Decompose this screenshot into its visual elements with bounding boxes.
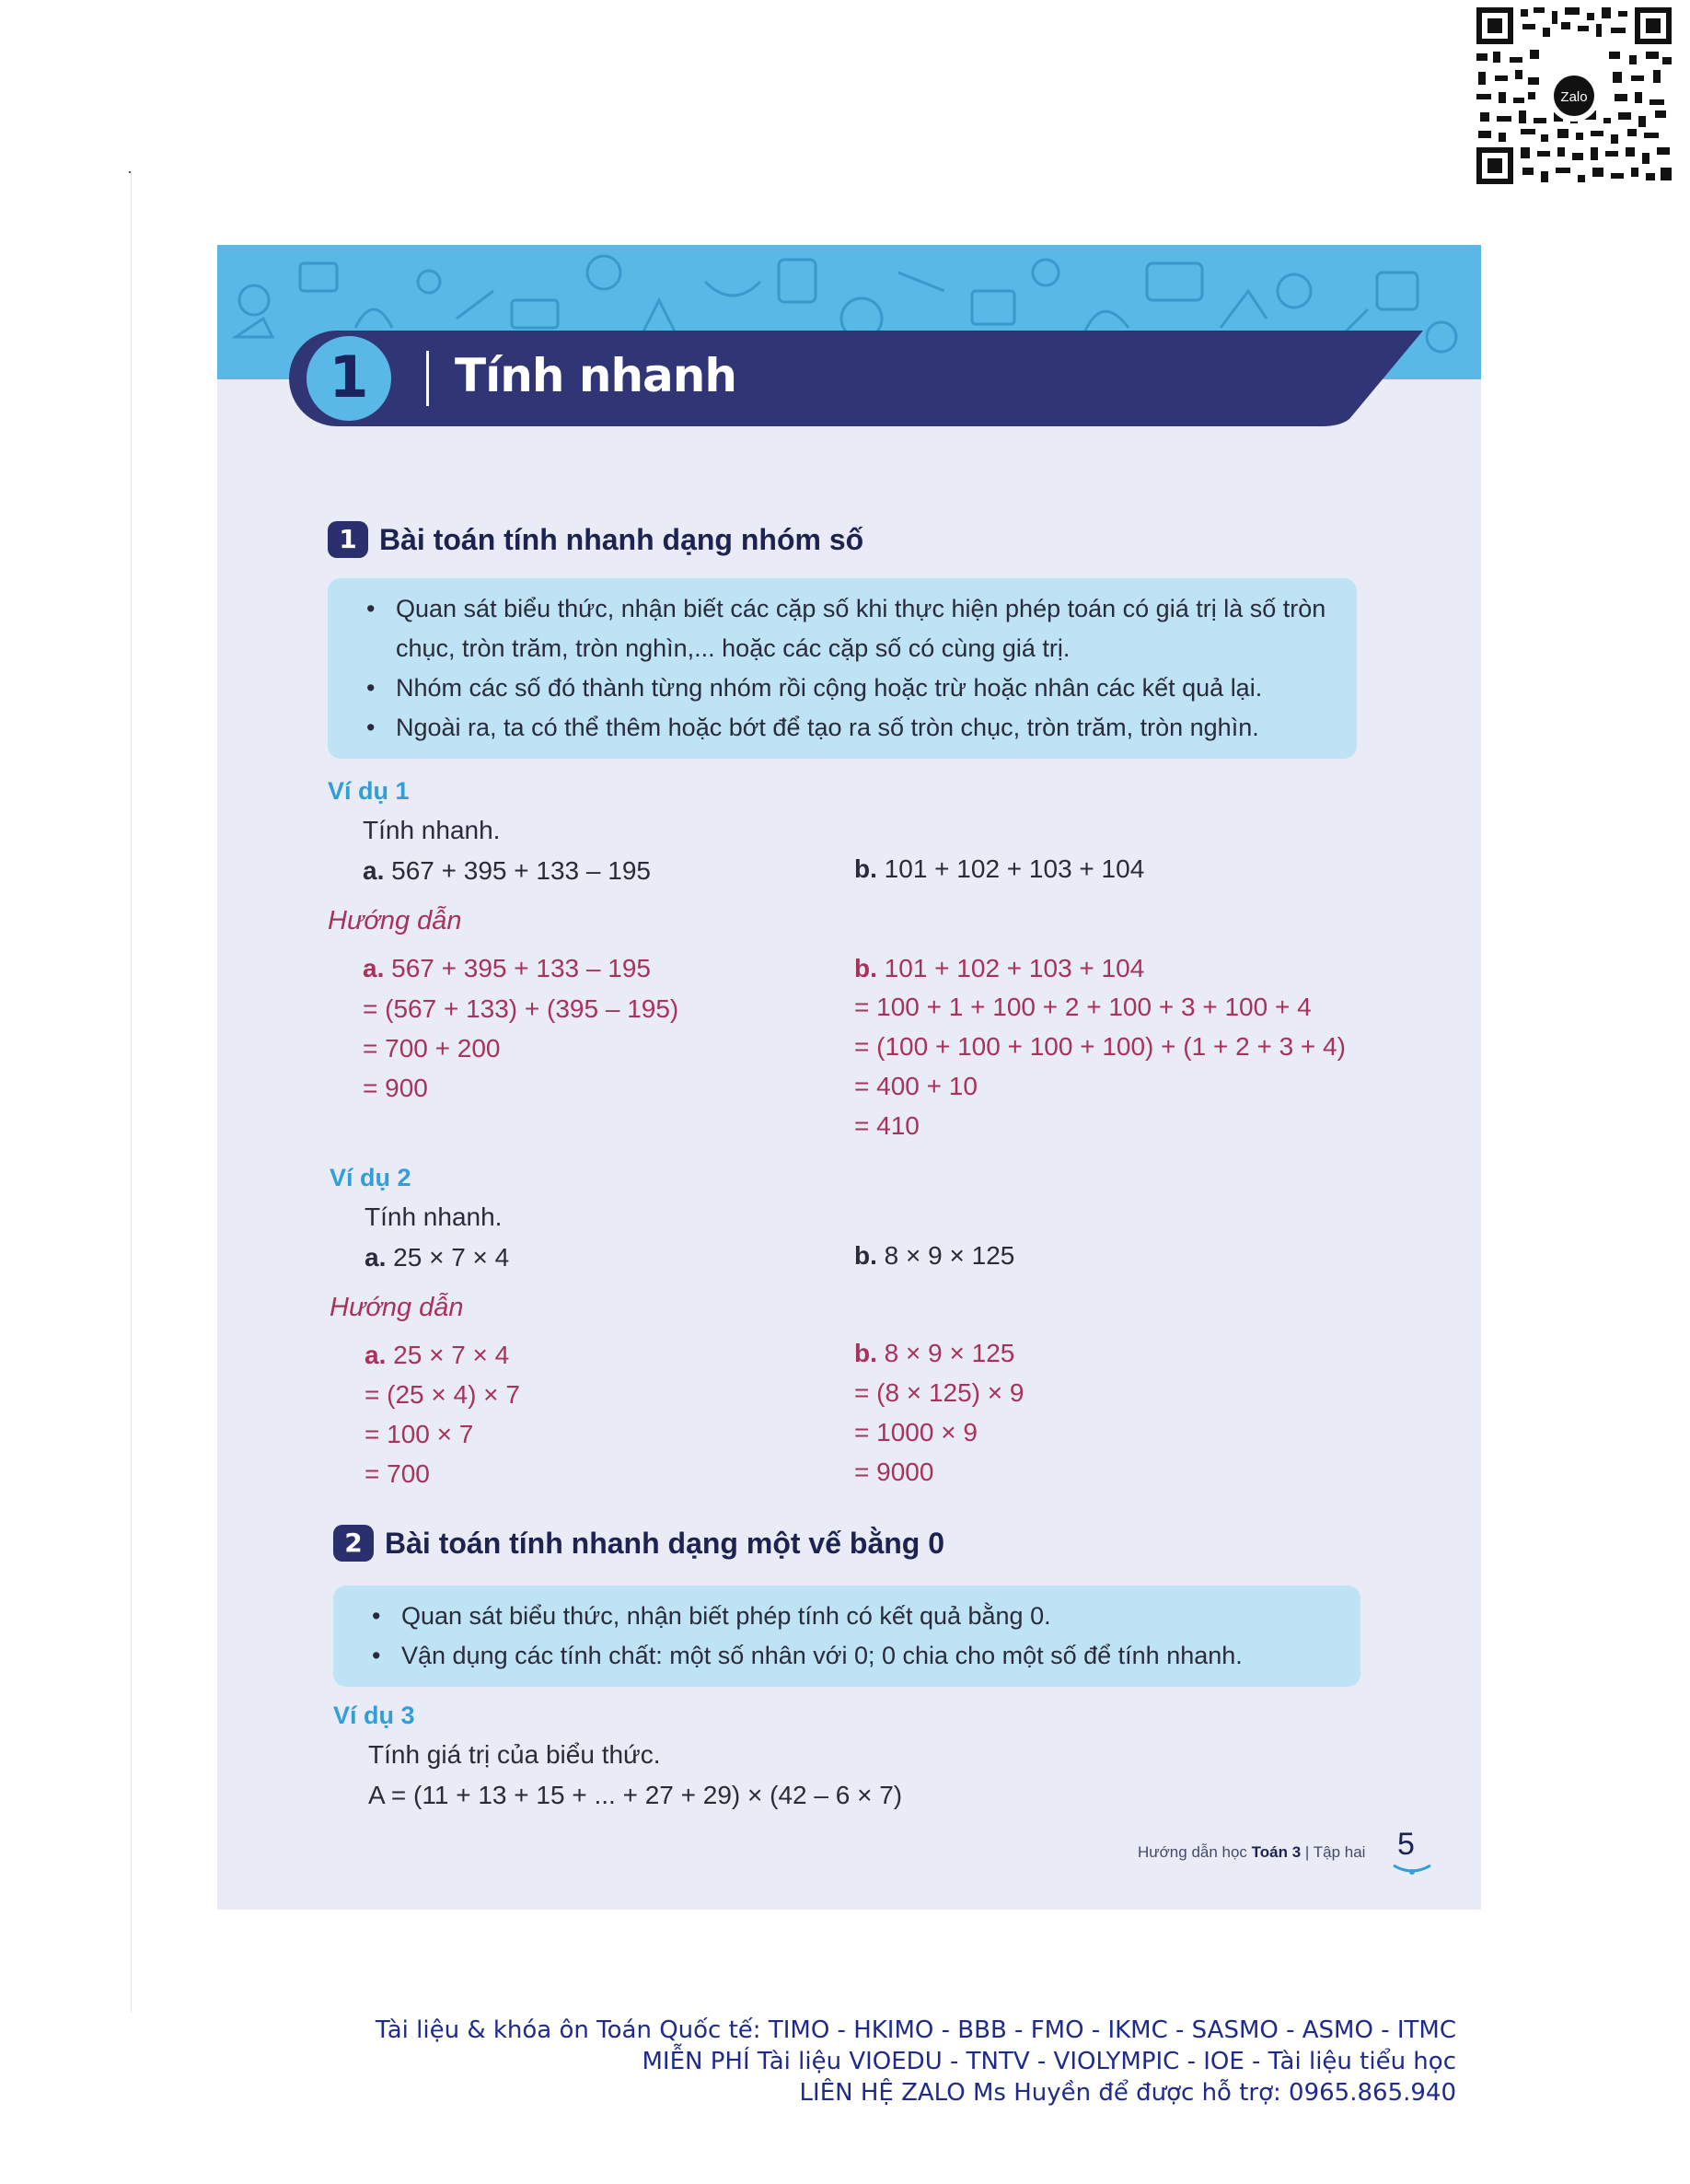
example-1-b-step: = 100 + 1 + 100 + 2 + 100 + 3 + 100 + 4	[854, 993, 1312, 1021]
example-1-b-solution-head: b. 101 + 102 + 103 + 104	[854, 954, 1145, 982]
example-3-prompt: Tính giá trị của biểu thức.	[368, 1740, 661, 1769]
page-footer-note: Hướng dẫn học Toán 3 | Tập hai	[1138, 1843, 1366, 1861]
page-number-swoosh	[1392, 1864, 1432, 1876]
example-1-hint-label: Hướng dẫn	[328, 906, 462, 935]
section-1-badge: 1	[328, 521, 368, 558]
example-2-a-step: = 100 × 7	[365, 1420, 474, 1448]
example-1-b-step: = (100 + 100 + 100 + 100) + (1 + 2 + 3 + 4)	[854, 1032, 1346, 1061]
example-1-b-step: = 400 + 10	[854, 1072, 978, 1100]
example-2-b-expression: b. 8 × 9 × 125	[854, 1241, 1015, 1270]
example-2-b-step: = 1000 × 9	[854, 1418, 978, 1446]
example-2-a-solution-head: a. 25 × 7 × 4	[365, 1341, 510, 1369]
example-1-a-step: = 900	[363, 1074, 428, 1102]
example-3-expression: A = (11 + 13 + 15 + ... + 27 + 29) × (42 – 6 × 7)	[368, 1781, 903, 1809]
section-2-heading	[333, 1525, 944, 1562]
section-1-bullet: • Nhóm các số đó thành từng nhóm rồi cộng hoặc trừ hoặc nhân các kết quả lại.	[361, 668, 1329, 708]
section-1-info-box	[328, 578, 1357, 759]
section-2-badge: 2	[333, 1525, 374, 1562]
example-2-hint-label: Hướng dẫn	[330, 1293, 464, 1322]
example-1-b-step: = 410	[854, 1111, 920, 1140]
section-1-bullet: • Quan sát biểu thức, nhận biết các cặp số khi thực hiện phép toán có giá trị là số tròn chục, tròn trăm, tròn nghìn,... hoặc các cặp số có cùng giá trị.	[361, 589, 1329, 668]
section-2-bullet: • Quan sát biểu thức, nhận biết phép tính có kết quả bằng 0.	[366, 1597, 1333, 1636]
example-1-a-step: = (567 + 133) + (395 – 195)	[363, 994, 679, 1023]
chapter-title: Tính nhanh	[455, 349, 736, 402]
section-1-title: Bài toán tính nhanh dạng nhóm số	[379, 522, 864, 556]
section-1-heading	[328, 521, 863, 558]
part-a-tag: a.	[363, 856, 385, 885]
example-1-a-step: = 700 + 200	[363, 1034, 501, 1063]
section-1-bullet: • Ngoài ra, ta có thể thêm hoặc bớt để tạo ra số tròn chục, tròn trăm, tròn nghìn.	[361, 708, 1329, 748]
example-2-b-solution-head: b. 8 × 9 × 125	[854, 1339, 1015, 1367]
qr-code-image	[1473, 4, 1675, 188]
zalo-logo-text: Zalo	[1560, 89, 1588, 105]
section-2-title: Bài toán tính nhanh dạng một vế bằng 0	[385, 1526, 945, 1560]
advert-line: MIỄN PHÍ Tài liệu VIOEDU - TNTV - VIOLYMPIC - IOE - Tài liệu tiểu học	[642, 2048, 1456, 2075]
example-2-b-step: = 9000	[854, 1458, 934, 1486]
chapter-title-bar	[282, 323, 1423, 434]
section-2-bullet: • Vận dụng các tính chất: một số nhân với 0; 0 chia cho một số để tính nhanh.	[366, 1636, 1333, 1676]
part-b-tag: b.	[854, 854, 877, 883]
example-1-prompt: Tính nhanh.	[363, 816, 501, 844]
example-1-a-solution-head: a. 567 + 395 + 133 – 195	[363, 954, 651, 982]
chapter-number: 1	[329, 343, 369, 411]
example-1-b-expression: b. 101 + 102 + 103 + 104	[854, 854, 1145, 883]
advert-line: LIÊN HỆ ZALO Ms Huyền để được hỗ trợ: 0965.865.940	[799, 2079, 1456, 2107]
section-2-info-box	[333, 1586, 1360, 1687]
qr-code[interactable]	[1473, 4, 1675, 188]
example-3-label: Ví dụ 3	[333, 1702, 415, 1729]
advert-line: Tài liệu & khóa ôn Toán Quốc tế: TIMO - HKIMO - BBB - FMO - IKMC - SASMO - ASMO - ITMC	[375, 2016, 1456, 2044]
example-2-a-expression: a. 25 × 7 × 4	[365, 1243, 510, 1272]
title-separator	[426, 351, 429, 406]
example-2-label: Ví dụ 2	[330, 1164, 411, 1191]
advert-block	[0, 2015, 1456, 2108]
example-2-prompt: Tính nhanh.	[365, 1202, 503, 1231]
example-1-a-expression: a. 567 + 395 + 133 – 195	[363, 856, 651, 885]
page-number: 5	[1397, 1827, 1415, 1862]
book-page	[217, 245, 1481, 1910]
example-2-a-step: = (25 × 4) × 7	[365, 1380, 520, 1409]
example-2-b-step: = (8 × 125) × 9	[854, 1378, 1024, 1407]
example-1-label: Ví dụ 1	[328, 777, 410, 805]
example-2-a-step: = 700	[365, 1459, 430, 1488]
